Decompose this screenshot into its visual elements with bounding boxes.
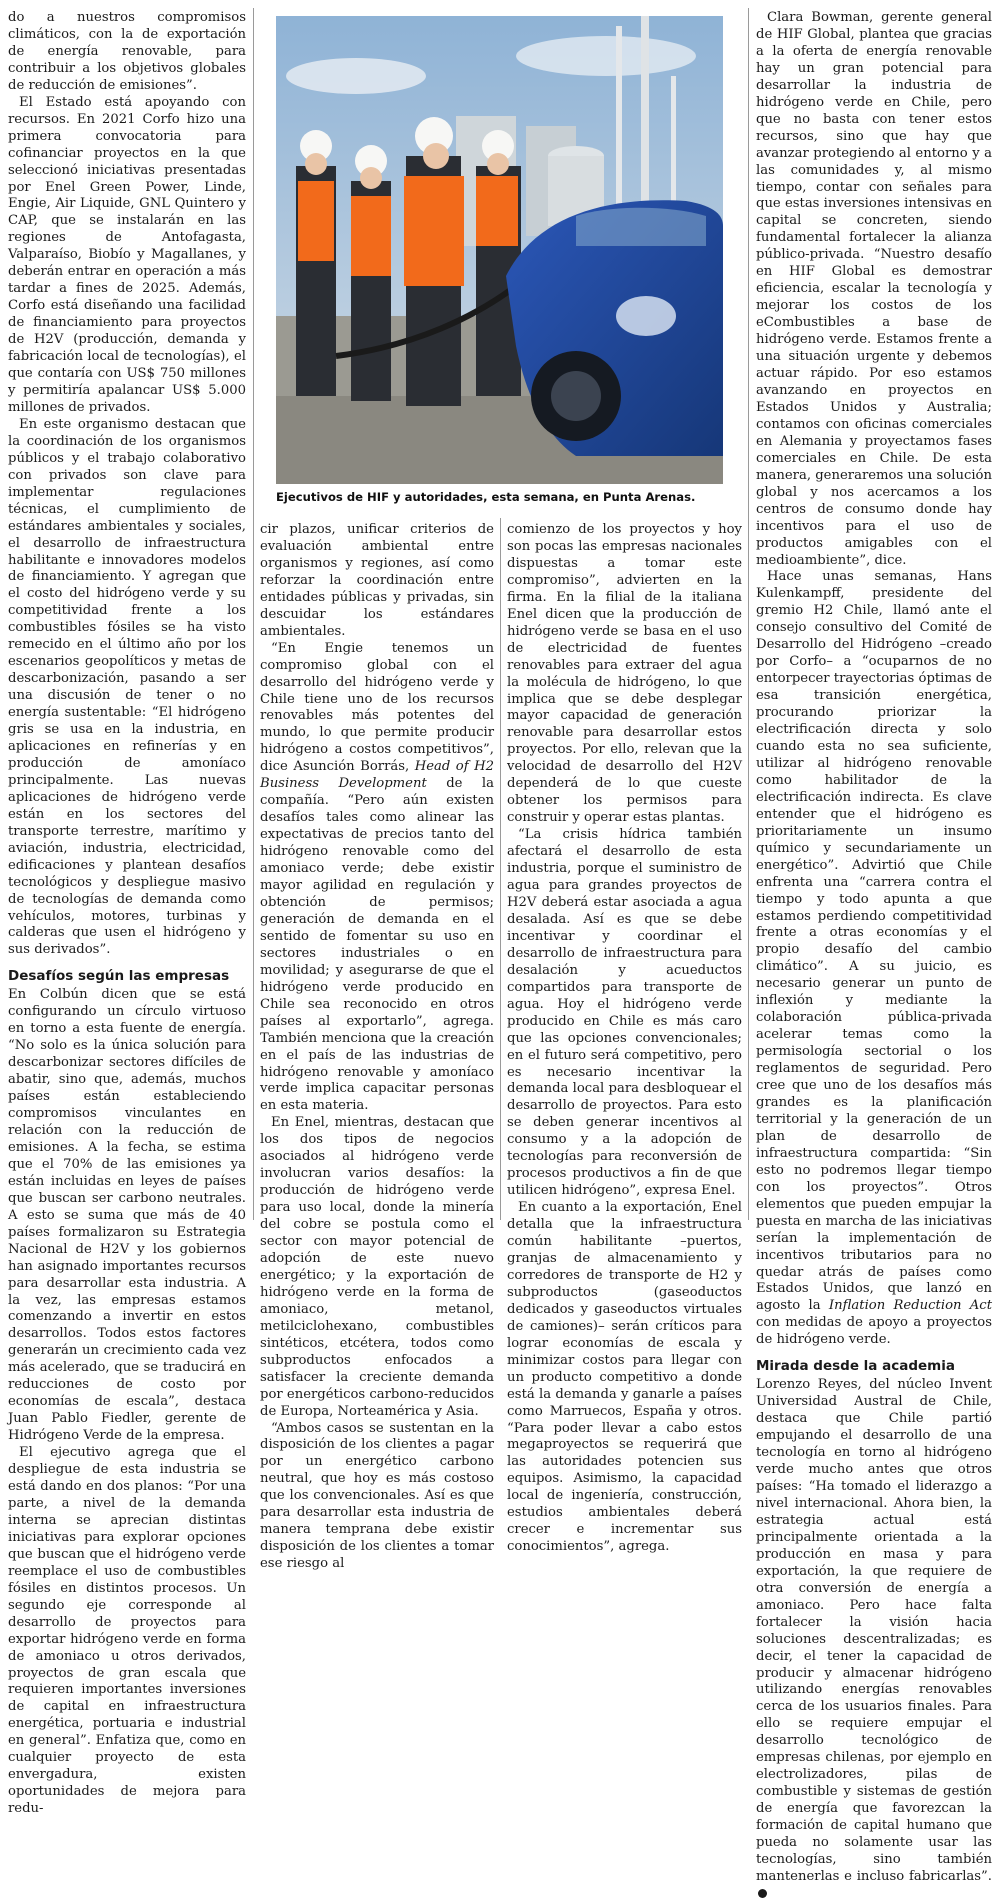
col4-paragraph-2-start: Hace unas semanas, Hans Kulenkampff, presidente del gremio H2 Chile, llamó ante el consejo consultivo del Comité de Desarrollo del Hidrógeno –creado por Corfo– a “ocuparnos de no entorpecer trayectorias óptimas de esa transición energética, procurando priorizar la electrificación directa y solo cuando esta no sea suficiente, utilizar al hidrógeno renovable como habilitador de la electrificación indirecta. Es clave entender que el hidrógeno es prioritariamente un insumo químico y secundariamente un energético”. Advirtió que Chile enfrenta una “carrera contra el tiempo y todo apunta a que estamos perdiendo competitividad frente a otras economías y el propio desafío del cambio climático”. A su juicio, es necesario generar un punto de inflexión y mediante la colaboración pública-privada acelerar temas como la permisología sectorial o los reglamentos de seguridad. Pero cree que uno de los desafíos más grandes es la planificación territorial y la generación de un plan de desarrollo de infraestructura compartida: “Sin esto no podremos llegar tiempo con los proyectos”. Otros elementos que pueden empujar la puesta en marcha de las iniciativas serían la implementación de incentivos tributarios para no quedar atrás de países como Estados Unidos, que lanzó en agosto la bbox=[756, 569, 992, 1314]
photo-caption: Ejecutivos de HIF y autoridades, esta semana, en Punta Arenas. bbox=[276, 490, 696, 504]
subheading-academia: Mirada desde la academia bbox=[756, 1358, 955, 1375]
col1-paragraph-4: En Colbún dicen que se está configurando un círculo virtuoso en torno a esta fuente de energía. “No solo es la única solución para descarbonizar sectores difíciles de abatir, sino que, además, muchos países están estableciendo compromisos vinculantes en relación con la reducción de emisiones. A la fecha, se estima que el 70% de las emisiones ya están incluidas en leyes de países que buscan ser carbono neutrales. A esto se suma que más de 40 países formalizaron su Estrategia Nacional de H2V y los gobiernos han asignado importantes recursos para desarrollar esta industria. A la vez, las empresas estamos comenzando a invertir en estos desarrollos. Todos estos factores generarán un crecimiento cada vez más acelerado, que se traducirá en reducciones de costo por economías de escala”, destaca Juan Pablo Fiedler, gerente de Hidrógeno Verde de la empresa. bbox=[8, 987, 246, 1444]
article-column-1 bbox=[8, 10, 246, 1818]
law-name-italic: Inflation Reduction Act bbox=[828, 1298, 992, 1314]
subheading-desafios: Desafíos según las empresas bbox=[8, 968, 230, 985]
col4-paragraph-3 bbox=[756, 1377, 992, 1903]
col3-paragraph-1: comienzo de los proyectos y hoy son pocas las empresas nacionales dispuestas a tomar este compromiso”, advierten en la firma. En la filial de la italiana Enel dicen que la producción de hidrógeno verde se basa en el uso de electricidad de fuentes renovables para extraer del agua la molécula de hidrógeno, lo que implica que se debe desplegar mayor capacidad de generación renovable para desarrollar estos proyectos. Por ello, relevan que la velocidad de desarrollo del H2V dependerá de lo que cueste obtener los permisos para construir y operar estas plantas. bbox=[507, 522, 742, 826]
col3-paragraph-3: En cuanto a la exportación, Enel detalla que la infraestructura común habilitante –puertos, granjas de almacenamiento y corredores de transporte de H2 y subproductos (gaseoductos dedicados y gaseoductos virtuales de camiones)– serán críticos para lograr economías de escala y minimizar costos para llegar con un producto competitivo a donde está la demanda y ganarle a países como Marruecos, España y otros. “Para poder llevar a cabo estos megaproyectos se requerirá que las autoridades potencien sus equipos. Asimismo, la capacidad local de ingeniería, construcción, estudios ambientales deberá crecer e incrementar sus conocimientos”, agrega. bbox=[507, 1200, 742, 1555]
end-of-article-icon bbox=[758, 1889, 767, 1898]
col2-paragraph-1: cir plazos, unificar criterios de evaluación ambiental entre organismos y regiones, así como reforzar la coordinación entre entidades públicas y privadas, sin descuidar los estándares ambientales. bbox=[260, 522, 494, 639]
photo-illustration bbox=[276, 16, 723, 484]
col1-paragraph-5: El ejecutivo agrega que el despliegue de esta industria se está dando en dos planos: “Por una parte, a nivel de la demanda interna se aprecian distintas iniciativas para explorar opciones que buscan que el hidrógeno verde reemplace el uso de combustibles fósiles en distintos procesos. Un segundo eje corresponde al desarrollo de proyectos para exportar hidrógeno verde en forma de amoniaco u otros derivados, proyectos de gran escala que requieren importantes inversiones de capital en infraestructura energética, portuaria e industrial en general”. Enfatiza que, como en cualquier proyecto de esta envergadura, existen oportunidades de mejora para redu- bbox=[8, 1445, 246, 1817]
col1-paragraph-2: El Estado está apoyando con recursos. En 2021 Corfo hizo una primera convocatoria para cofinanciar proyectos en la que seleccionó iniciativas presentadas por Enel Green Power, Linde, Engie, Air Liquide, GNL Quintero y CAP, que se instalarán en las regiones de Antofagasta, Valparaíso, Biobío y Magallanes, y deberán entrar en operación a más tardar a fines de 2025. Además, Corfo está diseñando una facilidad de financiamiento para proyectos de H2V (producción, demanda y fabricación local de tecnologías), el que contaría con US$ 750 millones y permitiría apalancar US$ 5.000 millones de privados. bbox=[8, 94, 246, 415]
article-column-3 bbox=[507, 522, 742, 1556]
article-column-4 bbox=[756, 10, 992, 1903]
col2-paragraph-2 bbox=[260, 641, 494, 1116]
col2-paragraph-4: “Ambos casos se sustentan en la disposición de los clientes a pagar por un energético carbono neutral, que hoy es más costoso que los convencionales. Así es que para desarrollar esta industria de manera temprana debe existir disposición de los clientes a tomar ese riesgo al bbox=[260, 1420, 494, 1572]
article-photo bbox=[276, 16, 723, 484]
article-column-2 bbox=[260, 522, 494, 1573]
col4-paragraph-1: Clara Bowman, gerente general de HIF Global, plantea que gracias a la oferta de energía renovable hay un gran potencial para desarrollar la industria de hidrógeno verde en Chile, pero que no basta con tener estos recursos, sino que hay que avanzar protegiendo al entorno y a las comunidades y, al mismo tiempo, contar con señales para que estas inversiones intensivas en capital se concreten, siendo fundamental fortalecer la alianza público-privada. “Nuestro desafío en HIF Global es demostrar eficiencia, escalar la tecnología y mejorar los costos de los eCombustibles a base de hidrógeno verde. Estamos frente a una situación urgente y debemos actuar rápido. Por eso estamos avanzando en proyectos en Estados Unidos y Australia; contamos con oficinas comerciales en Alemania y proyectamos fases comerciales en Chile. De esta manera, generaremos una solución global y nos acercamos a los centros de consumo donde hay incentivos para el uso de productos amigables con el medioambiente”, dice. bbox=[756, 10, 992, 568]
col1-paragraph-1: do a nuestros compromisos climáticos, con la de exportación de energía renovable, para contribuir a los objetivos globales de reducción de emisiones”. bbox=[8, 10, 246, 93]
column-rule-2 bbox=[500, 518, 501, 1220]
column-rule-1 bbox=[253, 8, 254, 1220]
job-title-italic: Head of H2 Business Development bbox=[260, 759, 494, 792]
col1-paragraph-3: En este organismo destacan que la coordinación de los organismos públicos y el trabajo colaborativo con privados son clave para implementar regulaciones técnicas, el cumplimiento de estándares ambientales y sociales, el desarrollo de infraestructura habilitante e innovadores modelos de financiamiento. Y agregan que el costo del hidrógeno verde y su competitividad frente a los combustibles fósiles se ha visto remecido en el último año por los escenarios geopolíticos y metas de descarbonización, pasando a ser una discusión de tener o no energía sustentable: “El hidrógeno gris se usa en la industria, en aplicaciones en refinerías y en producción de amoníaco principalmente. Las nuevas aplicaciones de hidrógeno verde están en los sectores del transporte terrestre, marítimo y aviación, industria, electricidad, edificaciones y plantean desafíos tecnológicos y despliegue masivo de tecnologías de demanda como vehículos, motores, turbinas y calderas que usen el hidrógeno y sus derivados”. bbox=[8, 416, 246, 958]
col4-paragraph-2-end: con medidas de apoyo a proyectos de hidrógeno verde. bbox=[756, 1315, 992, 1348]
col2-paragraph-2-end: de la compañía. “Pero aún existen desafíos tales como alinear las expectativas de precios tanto del hidrógeno renovable como del amoniaco verde; debe existir mayor agilidad en regulación y obtención de permisos; generación de demanda en el sentido de fomentar su uso en sectores industriales o en movilidad; y asegurarse de que el hidrógeno verde producido en Chile sea reconocido en otros países al exportarlo”, agrega. También menciona que la creación en el país de las industrias de hidrógeno renovable y amoníaco verde implica capacitar personas en esta materia. bbox=[260, 776, 494, 1114]
col3-paragraph-2: “La crisis hídrica también afectará el desarrollo de esta industria, porque el suministro de agua para grandes proyectos de H2V deberá estar asociada a agua desalada. Así es que se debe incentivar y coordinar el desarrollo de infraestructura para desalación y acueductos compartidos para transporte de agua. Hoy el hidrógeno verde producido en Chile es más caro que las opciones convencionales; en el futuro será competitivo, pero es necesario incentivar la demanda local para desbloquear el desarrollo de proyectos. Para esto se deben generar incentivos al consumo y a la adopción de tecnologías para reconversión de procesos productivos a fin de que utilicen hidrógeno”, expresa Enel. bbox=[507, 827, 742, 1199]
col4-paragraph-2 bbox=[756, 569, 992, 1349]
col2-paragraph-3: En Enel, mientras, destacan que los dos tipos de negocios asociados al hidrógeno verde involucran varios desafíos: la producción de hidrógeno verde para uso local, donde la minería del cobre se postula como el sector con mayor potencial de adopción de este nuevo energético; y la exportación de hidrógeno verde en la forma de amoniaco, metanol, metilciclohexano, combustibles sintéticos, etcétera, todos como subproductos enfocados a satisfacer la creciente demanda por energéticos carbono-reducidos de Europa, Norteamérica y Asia. bbox=[260, 1115, 494, 1419]
col2-paragraph-2-start: “En Engie tenemos un compromiso global con el desarrollo del hidrógeno verde y Chile tiene uno de los recursos renovables más potentes del mundo, lo que permite producir hidrógeno a costos competitivos”, dice Asunción Borrás, bbox=[260, 640, 494, 775]
col4-paragraph-3-text: Lorenzo Reyes, del núcleo Invent Universidad Austral de Chile, destaca que Chile partió empujando el desarrollo de una tecnología en torno al hidrógeno verde mucho antes que otros países: “Ha tomado el liderazgo a nivel internacional. Ahora bien, la estrategia actual está principalmente orientada a la producción en masa y para exportación, la que requiere de otra conversión de energía a amoniaco. Pero hace falta fortalecer la visión hacia soluciones descentralizadas; es decir, el tener la capacidad de producir y almacenar hidrógeno utilizando energías renovables cerca de los usuarios finales. Para ello se requiere empujar el desarrollo tecnológico de empresas chilenas, por ejemplo en electrolizadores, pilas de combustible y sistemas de gestión de energía que favorezcan la formación de capital humano que pueda no solamente usar las tecnologías, sino también mantenerlas e incluso fabricarlas”. bbox=[756, 1377, 992, 1884]
column-rule-3 bbox=[748, 8, 749, 1220]
